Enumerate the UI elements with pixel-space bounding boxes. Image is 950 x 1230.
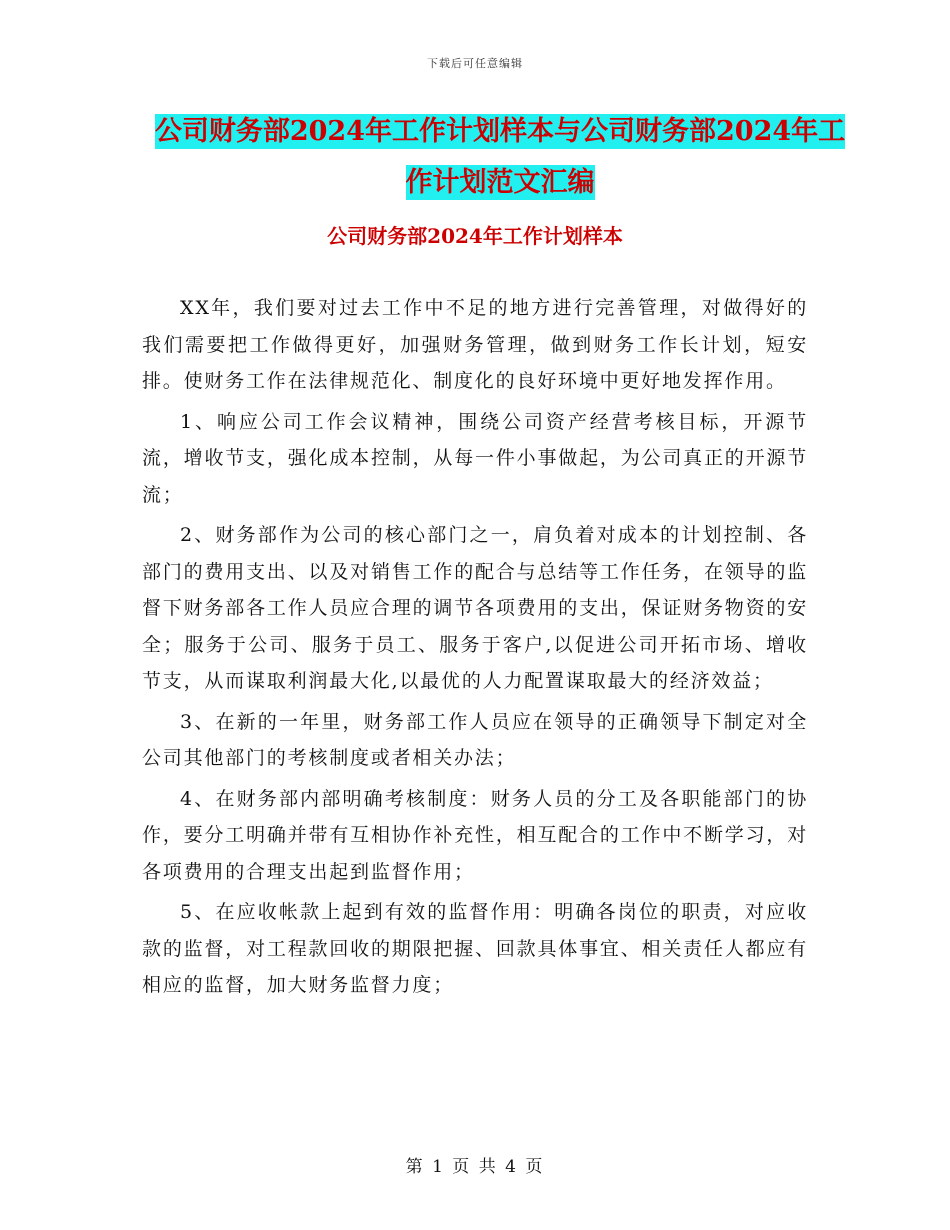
document-title-text: 公司财务部2024年工作计划样本与公司财务部2024年工作计划范文汇编 <box>154 116 846 198</box>
paragraph-intro: XX年，我们要对过去工作中不足的地方进行完善管理，对做得好的我们需要把工作做得更好，加强财务管理，做到财务工作长计划，短安排。使财务工作在法律规范化、制度化的良好环境中更好地发挥作用。 <box>142 297 808 392</box>
paragraph-item-1: 1、响应公司工作会议精神，围绕公司资产经营考核目标，开源节流，增收节支，强化成本控制，从每一件小事做起，为公司真正的开源节流； <box>142 410 808 506</box>
document-body <box>142 290 808 1008</box>
section-title: 公司财务部2024年工作计划样本 <box>327 224 623 248</box>
page-number-footer: 第 1 页 共 4 页 <box>405 1157 545 1177</box>
document-title <box>150 106 850 208</box>
header-note: 下载后可任意编辑 <box>427 57 523 70</box>
paragraph-item-3: 3、在新的一年里，财务部工作人员应在领导的正确领导下制定对全公司其他部门的考核制度或者相关办法； <box>142 710 808 769</box>
paragraph-item-2: 2、财务部作为公司的核心部门之一，肩负着对成本的计划控制、各部门的费用支出、以及对销售工作的配合与总结等工作任务，在领导的监督下财务部各工作人员应合理的调节各项费用的支出，保证财务物资的安全；服务于公司、服务于员工、服务于客户,以促进公司开拓市场、增收节支，从而谋取利润最大化,以最优的人力配置谋取最大的经济效益； <box>142 524 808 692</box>
paragraph-item-4: 4、在财务部内部明确考核制度：财务人员的分工及各职能部门的协作，要分工明确并带有互相协作补充性，相互配合的工作中不断学习，对各项费用的合理支出起到监督作用； <box>142 787 808 883</box>
paragraph-item-5: 5、在应收帐款上起到有效的监督作用：明确各岗位的职责，对应收款的监督，对工程款回收的期限把握、回款具体事宜、相关责任人都应有相应的监督，加大财务监督力度； <box>142 901 808 996</box>
